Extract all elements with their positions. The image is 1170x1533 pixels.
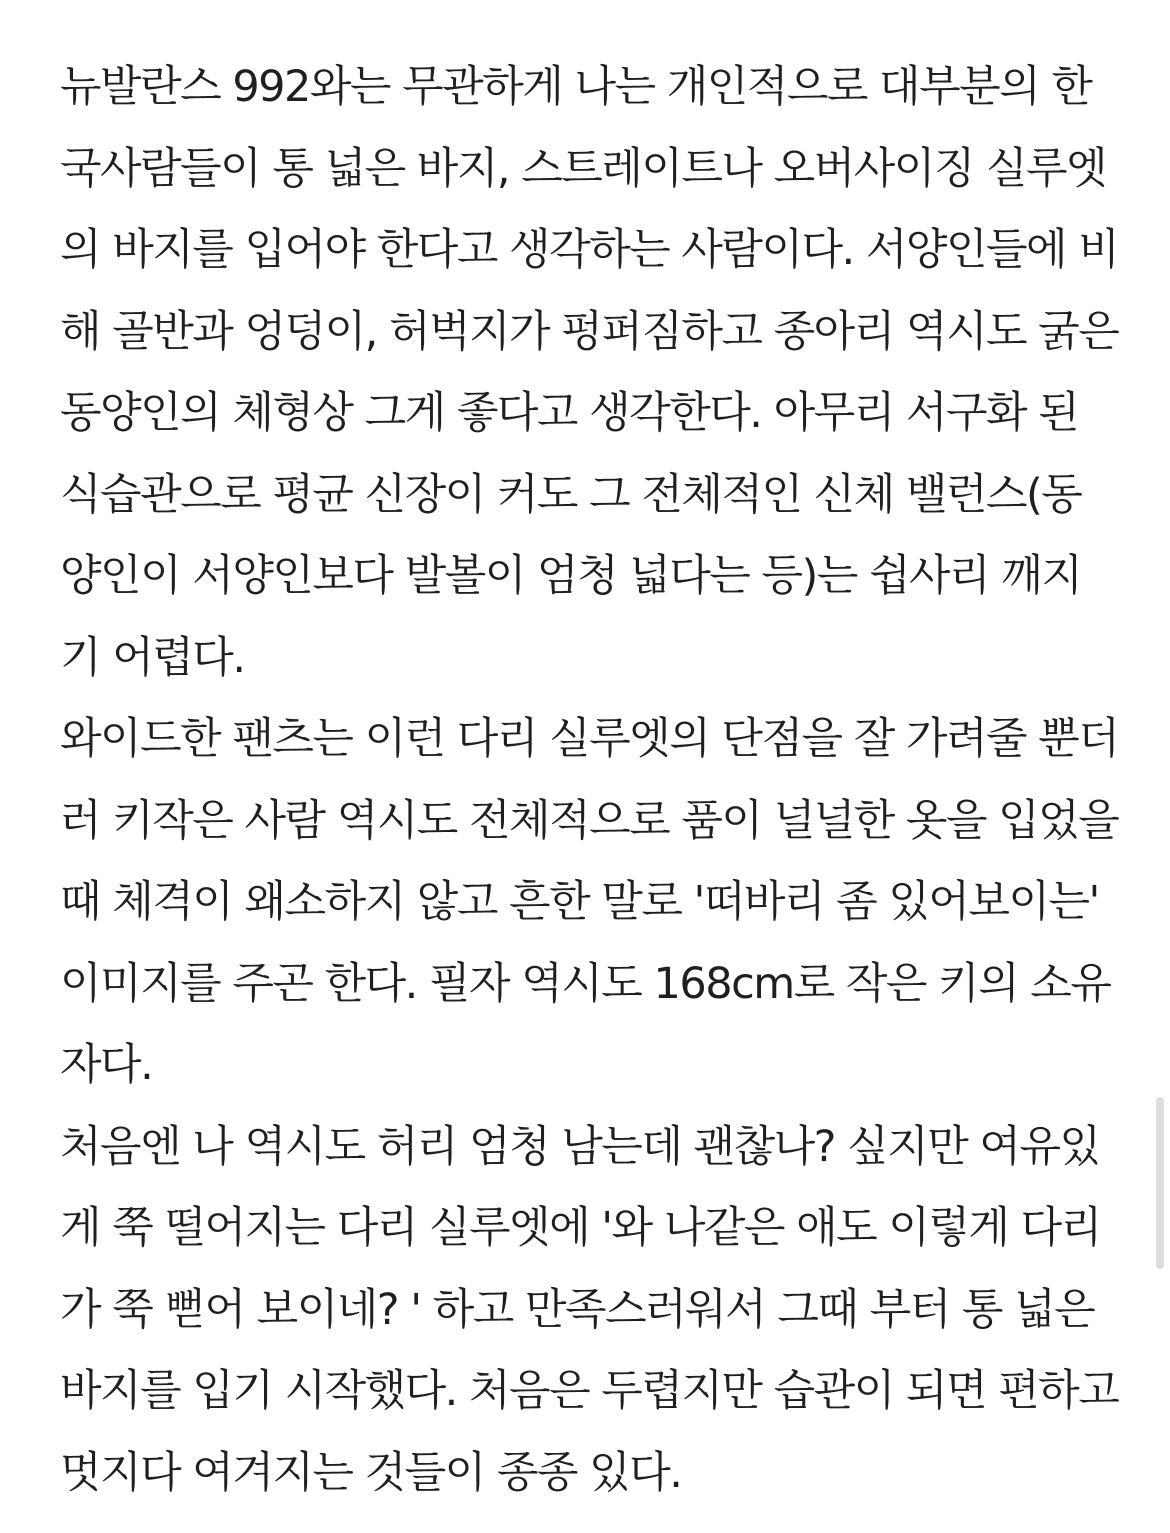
text-line: 뉴발란스 992와는 무관하게 나는 개인적으로 대부분의 한	[60, 62, 1092, 112]
scrollbar-thumb[interactable]	[1156, 1097, 1164, 1269]
text-line: 와이드한 팬츠는 이런 다리 실루엣의 단점을 잘 가려줄 뿐더	[60, 714, 1119, 764]
text-line: 러 키작은 사람 역시도 전체적으로 품이 널널한 옷을 입었을	[60, 795, 1119, 846]
text-line: 기 어렵다.	[60, 632, 245, 683]
text-line: 게 쭉 떨어지는 다리 실루엣에 '와 나같은 애도 이렇게 다리	[60, 1203, 1101, 1253]
text-line: 자다.	[60, 1040, 153, 1090]
text-line: 해 골반과 엉덩이, 허벅지가 펑퍼짐하고 종아리 역시도 굵은	[60, 306, 1119, 357]
text-line: 이미지를 주곤 한다. 필자 역시도 168cm로 작은 키의 소유	[60, 958, 1111, 1009]
article-body	[60, 47, 1120, 1514]
text-line: 의 바지를 입어야 한다고 생각하는 사람이다. 서양인들에 비	[60, 225, 1119, 275]
text-line: 바지를 입기 시작했다. 처음은 두렵지만 습관이 되면 편하고	[60, 1366, 1119, 1416]
text-line: 처음엔 나 역시도 허리 엄청 남는데 괜찮나? 싶지만 여유있	[60, 1121, 1100, 1172]
text-line: 국사람들이 통 넓은 바지, 스트레이트나 오버사이징 실루엣	[60, 143, 1107, 194]
text-line: 가 쭉 뻗어 보이네? ' 하고 만족스러워서 그때 부터 통 넓은	[60, 1284, 1095, 1335]
text-line: 때 체격이 왜소하지 않고 흔한 말로 '떠바리 좀 있어보이는'	[60, 877, 1099, 927]
text-line: 동양인의 체형상 그게 좋다고 생각한다. 아무리 서구화 된	[60, 388, 1079, 438]
text-line: 멋지다 여겨지는 것들이 종종 있다.	[60, 1447, 682, 1498]
text-line: 식습관으로 평균 신장이 커도 그 전체적인 신체 밸런스(동	[60, 469, 1082, 520]
text-line: 양인이 서양인보다 발볼이 엄청 넓다는 등)는 쉽사리 깨지	[60, 551, 1082, 601]
